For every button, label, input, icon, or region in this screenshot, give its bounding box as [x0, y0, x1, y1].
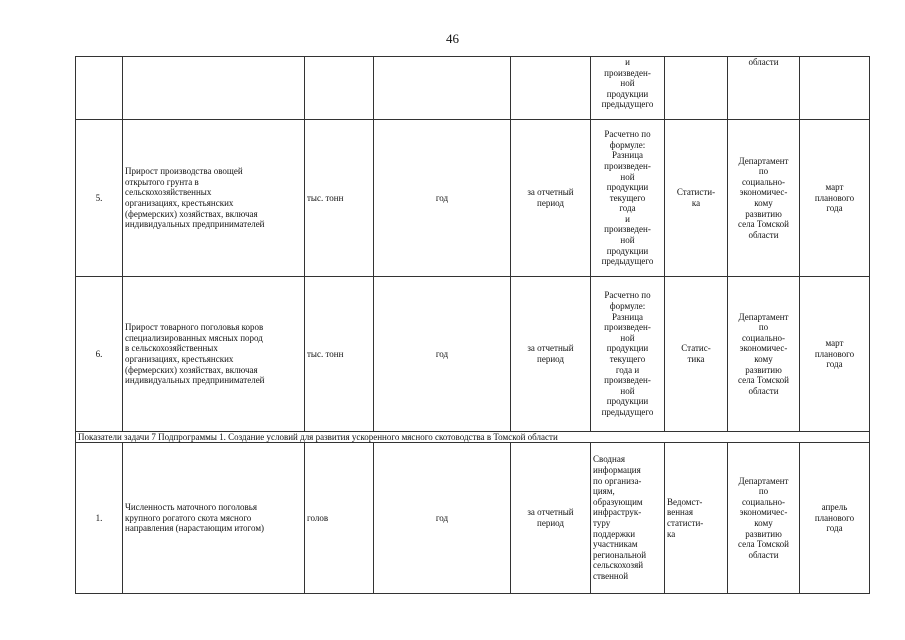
cell-text-line: произведен-: [604, 224, 651, 235]
cell-text-line: предыдущего: [601, 99, 654, 110]
cell-text-line: кому: [754, 198, 773, 208]
cell-text-line: формуле:: [609, 301, 646, 312]
cell-text-line: открытого грунта в: [125, 176, 199, 187]
cell-text-line: туру: [593, 518, 611, 528]
cell-text-line: текущего: [609, 354, 646, 364]
cell-time-characteristic: [511, 443, 591, 594]
cell-text-line: и: [625, 213, 630, 224]
cell-text-line: Расчетно по: [604, 290, 651, 301]
cell-time-characteristic: [511, 120, 591, 277]
cell-text-line: области: [748, 229, 779, 240]
cell-text-line: года: [619, 203, 636, 214]
cell-text-line: (фермерских) хозяйствах, включая: [125, 364, 258, 375]
indicators-table: [75, 56, 870, 594]
cell-text-line: произведен-: [604, 67, 651, 78]
cell-text-line: экономичес-: [739, 507, 788, 518]
cell-time-characteristic: [511, 57, 591, 120]
cell-text-line: Статисти-: [676, 187, 716, 198]
cell-responsible: [728, 120, 800, 277]
cell-text-line: социально-: [741, 496, 786, 507]
cell-text-line: продукции: [606, 182, 649, 193]
cell-text-line: села Томской: [738, 219, 789, 230]
cell-deadline: [800, 120, 870, 277]
cell-number: 1.: [76, 443, 123, 594]
cell-text-line: индивидуальных предпринимателей: [125, 375, 265, 386]
cell-text-line: развитию: [745, 208, 782, 219]
cell-text-line: региональной: [593, 549, 647, 560]
cell-text-line: за отчетный: [527, 507, 574, 518]
cell-text-line: года и: [615, 364, 640, 375]
cell-text-line: планового: [814, 348, 855, 359]
cell-periodicity: год: [374, 277, 511, 432]
cell-text-line: Ведомст-: [667, 496, 703, 507]
cell-text-line: тика: [687, 354, 705, 364]
cell-text-line: крупного рогатого скота мясного: [125, 512, 252, 523]
section-header: Показатели задачи 7 Подпрограммы 1. Создание условий для развития ускоренного мясного скотоводства в Томской области: [76, 432, 870, 443]
cell-text-line: период: [537, 518, 564, 528]
table-row: [76, 120, 870, 277]
table-row: [76, 277, 870, 432]
cell-unit: голов: [305, 443, 374, 594]
cell-text-line: за отчетный: [527, 187, 574, 198]
cell-text-line: области: [748, 549, 779, 560]
cell-calculation-method: [591, 57, 665, 120]
cell-text-line: формуле:: [609, 139, 646, 150]
cell-text-line: ственной: [593, 570, 629, 581]
cell-calculation-method: [591, 443, 665, 594]
cell-text-line: продукции: [606, 88, 649, 99]
cell-text-line: апрель: [821, 502, 848, 513]
table-row: [76, 57, 870, 120]
cell-text-line: Разница: [612, 150, 643, 161]
cell-text-line: и: [625, 57, 630, 67]
cell-text-line: Сводная: [593, 454, 625, 465]
cell-indicator-name: [123, 57, 305, 120]
cell-unit: тыс. тонн: [305, 120, 374, 277]
cell-text-line: экономичес-: [739, 343, 788, 354]
cell-text-line: инфраструк-: [593, 507, 642, 518]
cell-calculation-method: [591, 277, 665, 432]
cell-text-line: предыдущего: [601, 406, 654, 417]
cell-text-line: индивидуальных предпринимателей: [125, 219, 265, 230]
cell-data-source: [665, 57, 728, 120]
cell-text-line: Прирост производства овощей: [125, 166, 243, 177]
cell-text-line: года: [826, 203, 843, 214]
cell-time-characteristic: [511, 277, 591, 432]
cell-periodicity: год: [374, 120, 511, 277]
cell-text-line: венная: [667, 507, 693, 518]
cell-text-line: направления (нарастающим итогом): [125, 523, 265, 534]
cell-deadline: [800, 57, 870, 120]
cell-text-line: циям,: [593, 486, 615, 497]
cell-text-line: организациях, крестьянских: [125, 198, 234, 208]
cell-text-line: специализированных мясных пород: [125, 332, 263, 343]
cell-unit: [305, 57, 374, 120]
cell-responsible: [728, 57, 800, 120]
cell-text-line: ной: [620, 332, 635, 343]
cell-data-source: [665, 443, 728, 594]
cell-text-line: статисти-: [667, 518, 704, 528]
page-number: 46: [446, 31, 459, 46]
cell-text-line: развитию: [745, 364, 782, 375]
cell-text-line: развитию: [745, 528, 782, 539]
cell-calculation-method: [591, 120, 665, 277]
cell-text-line: по организа-: [593, 475, 642, 486]
cell-text-line: период: [537, 354, 564, 364]
cell-text-line: Департамент: [738, 155, 789, 166]
cell-deadline: [800, 277, 870, 432]
cell-text-line: участникам: [593, 539, 638, 550]
cell-text-line: ка: [691, 198, 701, 208]
cell-text-line: кому: [754, 354, 773, 364]
cell-periodicity: [374, 57, 511, 120]
cell-text-line: села Томской: [738, 375, 789, 386]
cell-text-line: Численность маточного поголовья: [125, 502, 257, 513]
cell-number: [76, 57, 123, 120]
cell-text-line: за отчетный: [527, 343, 574, 354]
cell-text-line: года: [826, 359, 843, 370]
cell-data-source: [665, 277, 728, 432]
cell-indicator-name: [123, 443, 305, 594]
cell-text-line: года: [826, 523, 843, 534]
cell-number: 6.: [76, 277, 123, 432]
cell-data-source: [665, 120, 728, 277]
cell-text-line: сельскохозяйственных: [125, 187, 212, 198]
cell-text-line: (фермерских) хозяйствах, включая: [125, 208, 258, 219]
cell-text-line: в сельскохозяйственных: [125, 343, 218, 354]
cell-text-line: по: [758, 166, 769, 177]
cell-text-line: март: [825, 182, 844, 193]
cell-text-line: Департамент: [738, 475, 789, 486]
cell-text-line: социально-: [741, 176, 786, 187]
cell-text-line: области: [748, 57, 779, 67]
cell-text-line: образующим: [593, 496, 643, 507]
cell-text-line: информация: [593, 465, 641, 476]
cell-text-line: Прирост товарного поголовья коров: [125, 322, 264, 333]
table-row: [76, 443, 870, 594]
cell-text-line: организациях, крестьянских: [125, 354, 234, 364]
cell-text-line: сельскохозяй: [593, 560, 644, 571]
cell-number: 5.: [76, 120, 123, 277]
cell-periodicity: год: [374, 443, 511, 594]
cell-text-line: произведен-: [604, 322, 651, 333]
cell-deadline: [800, 443, 870, 594]
cell-unit: тыс. тонн: [305, 277, 374, 432]
cell-text-line: экономичес-: [739, 187, 788, 198]
cell-text-line: продукции: [606, 245, 649, 256]
cell-text-line: планового: [814, 512, 855, 523]
cell-responsible: [728, 443, 800, 594]
cell-responsible: [728, 277, 800, 432]
cell-text-line: по: [758, 322, 769, 333]
cell-text-line: период: [537, 198, 564, 208]
cell-text-line: Разница: [612, 311, 643, 322]
cell-text-line: планового: [814, 192, 855, 203]
cell-text-line: Департамент: [738, 311, 789, 322]
cell-text-line: произведен-: [604, 160, 651, 171]
cell-text-line: Расчетно по: [604, 129, 651, 140]
cell-text-line: поддержки: [593, 528, 636, 539]
cell-text-line: текущего: [609, 192, 646, 203]
section-header-row: [76, 432, 870, 443]
cell-text-line: области: [748, 385, 779, 396]
cell-text-line: ной: [620, 385, 635, 396]
cell-indicator-name: [123, 277, 305, 432]
cell-text-line: села Томской: [738, 539, 789, 550]
cell-indicator-name: [123, 120, 305, 277]
cell-text-line: ной: [620, 171, 635, 182]
cell-text-line: Статис-: [681, 343, 711, 354]
cell-text-line: ка: [667, 528, 676, 539]
cell-text-line: продукции: [606, 396, 649, 407]
cell-text-line: ной: [620, 235, 635, 246]
cell-text-line: произведен-: [604, 375, 651, 386]
cell-text-line: ной: [620, 78, 635, 89]
cell-text-line: по: [758, 486, 769, 497]
cell-text-line: продукции: [606, 343, 649, 354]
cell-text-line: кому: [754, 518, 773, 528]
cell-text-line: предыдущего: [601, 256, 654, 267]
cell-text-line: социально-: [741, 332, 786, 343]
cell-text-line: март: [825, 338, 844, 349]
